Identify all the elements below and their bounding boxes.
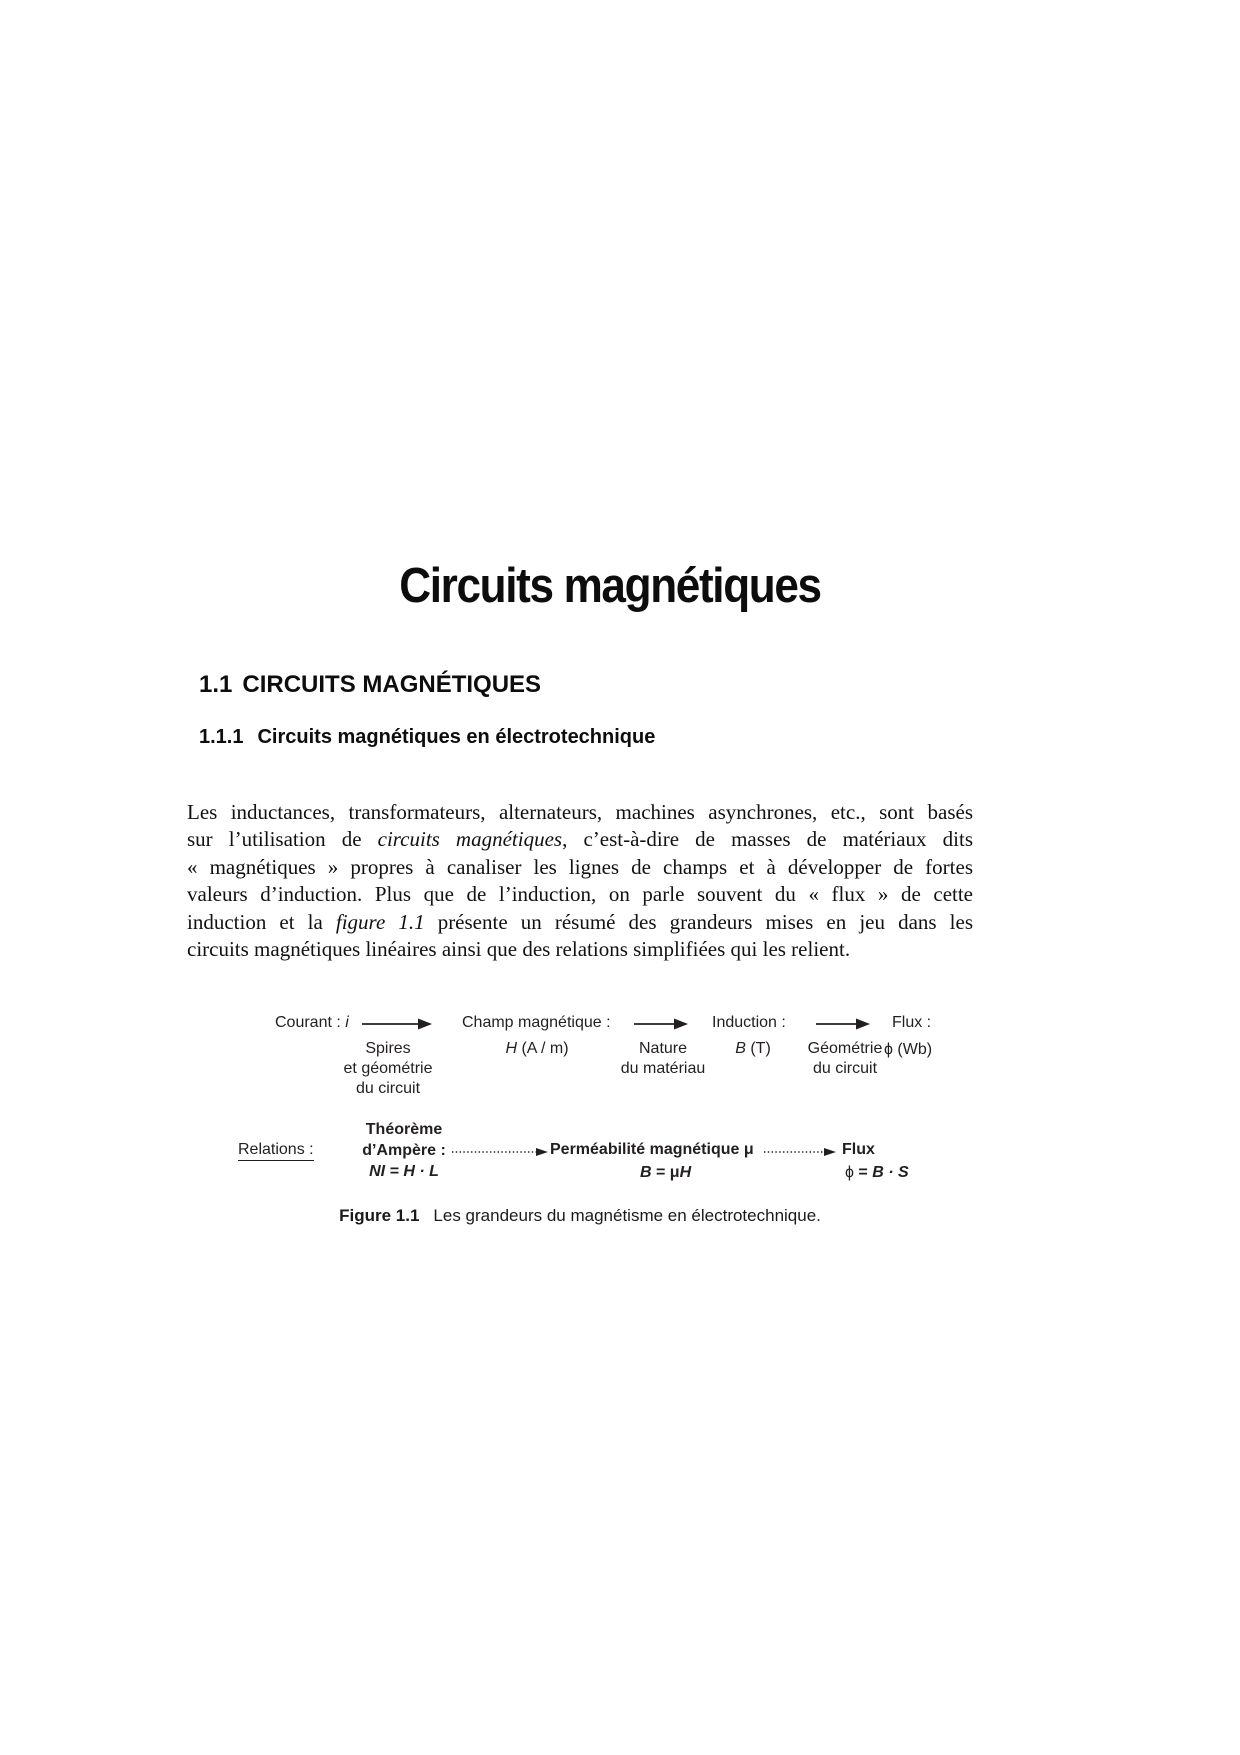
chapter-title: Circuits magnétiques [399, 559, 821, 613]
champ-label: Champ magnétique : [462, 1014, 611, 1031]
paragraph-line: induction et la figure 1.1 présente un résumé des grandeurs mises en jeu dans les [187, 909, 973, 934]
annotation-nature: Nature du matériau [620, 1040, 706, 1077]
section-number: 1.1 [199, 671, 233, 698]
ampere-equation: NI = H · L [369, 1163, 439, 1180]
body-paragraph [187, 799, 973, 963]
figure-caption-label: Figure 1.1 [339, 1206, 420, 1225]
ampere-theorem: Théorème d’Ampère : NI = H · L [362, 1121, 446, 1180]
permeability-label: Perméabilité magnétique μ [550, 1141, 754, 1158]
paragraph-line: sur l’utilisation de circuits magnétiques, c’est-à-dire de masses de matériaux dits [187, 827, 973, 852]
section-heading [199, 671, 541, 699]
paragraph-line: valeurs d’induction. Plus que de l’induction, on parle souvent du « flux » de cette [187, 882, 973, 907]
figure-caption-text: Les grandeurs du magnétisme en électrotechnique. [433, 1206, 821, 1225]
dotted-arrow-right-icon [764, 1146, 836, 1158]
arrow-right-icon [634, 1017, 688, 1031]
flux-equation: ϕ = B · S [845, 1164, 909, 1181]
flux-relation-label: Flux [842, 1141, 875, 1158]
arrow-right-icon [816, 1017, 870, 1031]
paragraph-line: « magnétiques » propres à canaliser les lignes de champs et à développer de fortes [187, 854, 973, 879]
paragraph-line: Les inductances, transformateurs, alternateurs, machines asynchrones, etc., sont basés [187, 800, 973, 824]
subsection-title: Circuits magnétiques en électrotechnique [257, 726, 656, 748]
annotation-spires: Spires et géométrie du circuit [343, 1040, 433, 1097]
arrow-right-icon [362, 1017, 432, 1031]
courant-label: Courant : i [275, 1014, 349, 1031]
subsection-number: 1.1.1 [199, 726, 244, 748]
subsection-heading [199, 726, 655, 749]
dotted-arrow-right-icon [452, 1146, 548, 1158]
section-title: CIRCUITS MAGNÉTIQUES [242, 671, 542, 698]
induction-label: Induction : [712, 1014, 786, 1031]
relations-label: Relations : [238, 1141, 314, 1159]
permeability-equation: B = μH [640, 1164, 692, 1181]
paragraph-line: circuits magnétiques linéaires ainsi que des relations simplifiées qui les relient. [187, 937, 851, 962]
flux-unit: ϕ (Wb) [884, 1041, 933, 1058]
induction-unit: B (T) [735, 1040, 771, 1057]
champ-unit: H (A / m) [505, 1040, 569, 1057]
figure-caption [187, 1206, 973, 1226]
annotation-geometrie: Géométrie du circuit [807, 1040, 883, 1077]
flux-label: Flux : [892, 1014, 932, 1031]
current-symbol: i [345, 1014, 349, 1031]
